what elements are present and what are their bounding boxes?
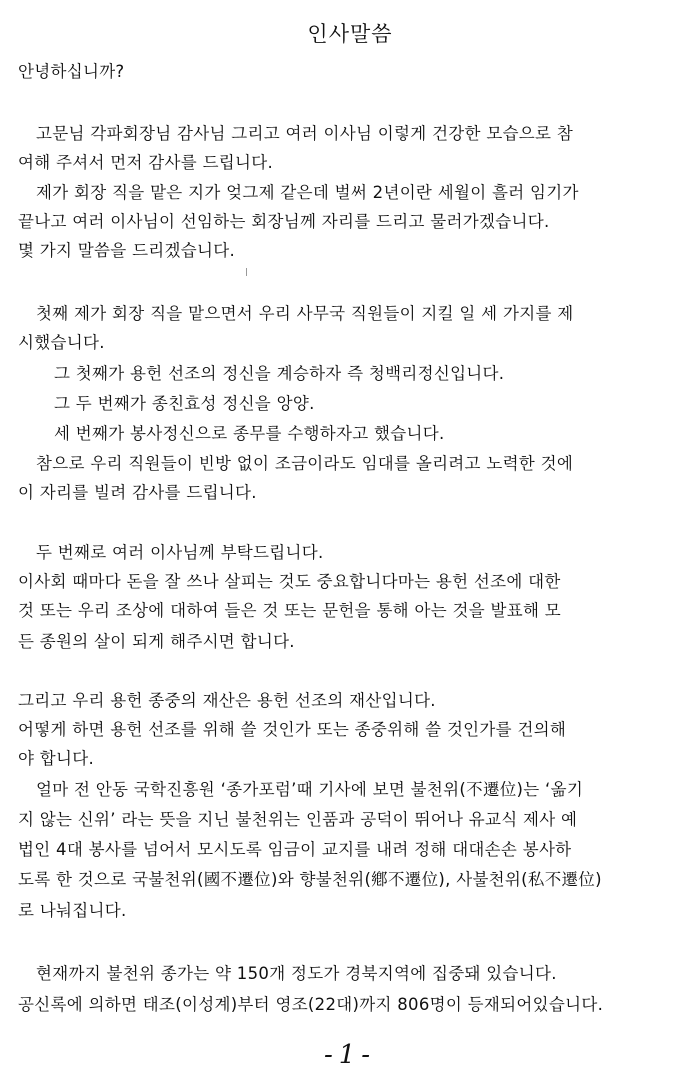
text-line: 참으로 우리 직원들이 빈방 없이 조금이라도 임대를 올리려고 노력한 것에 <box>36 454 574 473</box>
text-line: 것 또는 우리 조상에 대하여 들은 것 또는 문헌을 통해 아는 것을 발표해 모 <box>18 601 562 620</box>
text-line: 제가 회장 직을 맡은 지가 엊그제 같은데 벌써 2년이란 세월이 흘러 임기가 <box>36 183 579 202</box>
text-line: 도록 한 것으로 국불천위(國不遷位)와 향불천위(鄕不遷位), 사불천위(私不遷位) <box>18 870 602 889</box>
text-line: 두 번째로 여러 이사님께 부탁드립니다. <box>36 543 324 562</box>
text-line: 몇 가지 말씀을 드리겠습니다. <box>18 241 236 260</box>
text-line: 여해 주셔서 먼저 감사를 드립니다. <box>18 153 274 172</box>
text-line: 이사회 때마다 돈을 잘 쓰나 살피는 것도 중요합니다마는 용헌 선조에 대한 <box>18 572 561 591</box>
text-line: 든 종원의 살이 되게 해주시면 합니다. <box>18 632 295 651</box>
text-line: 어떻게 하면 용헌 선조를 위해 쓸 것인가 또는 종중위해 쓸 것인가를 건의해 <box>18 720 567 739</box>
page-number: -1- <box>323 1040 377 1070</box>
document-title: 인사말씀 <box>307 22 393 46</box>
text-line: 그 두 번째가 종친효성 정신을 앙양. <box>54 394 315 413</box>
text-line: 현재까지 불천위 종가는 약 150개 정도가 경북지역에 집중돼 있습니다. <box>36 964 557 983</box>
text-line: 고문님 각파회장님 감사님 그리고 여러 이사님 이렇게 건강한 모습으로 참 <box>36 124 574 143</box>
text-line: 이 자리를 빌려 감사를 드립니다. <box>18 483 257 502</box>
text-line: 첫째 제가 회장 직을 맡으면서 우리 사무국 직원들이 지킬 일 세 가지를 제 <box>36 304 574 323</box>
text-line: 시했습니다. <box>18 333 105 352</box>
text-line: 얼마 전 안동 국학진흥원 ‘종가포럼’때 기사에 보면 불천위(不遷位)는 ‘옮기 <box>36 780 584 799</box>
text-line: 그 첫째가 용헌 선조의 정신을 계승하자 즉 청백리정신입니다. <box>54 364 505 383</box>
text-line: 세 번째가 봉사정신으로 종무를 수행하자고 했습니다. <box>54 424 445 443</box>
text-line: 끝나고 여러 이사님이 선임하는 회장님께 자리를 드리고 물러가겠습니다. <box>18 212 550 231</box>
text-line: 지 않는 신위’ 라는 뜻을 지닌 불천위는 인품과 공덕이 뛰어나 유교식 제사 예 <box>18 810 578 829</box>
greeting-line: 안녕하십니까? <box>18 62 125 81</box>
text-line: 법인 4대 봉사를 넘어서 모시도록 임금이 교지를 내려 정해 대대손손 봉사하 <box>18 840 572 859</box>
text-line: 그리고 우리 용헌 종중의 재산은 용헌 선조의 재산입니다. <box>18 691 436 710</box>
text-line: 야 합니다. <box>18 749 95 768</box>
text-line: 로 나눠집니다. <box>18 901 127 920</box>
scan-mark <box>246 268 247 276</box>
text-line: 공신록에 의하면 태조(이성계)부터 영조(22대)까지 806명이 등재되어있습니다. <box>18 995 604 1014</box>
